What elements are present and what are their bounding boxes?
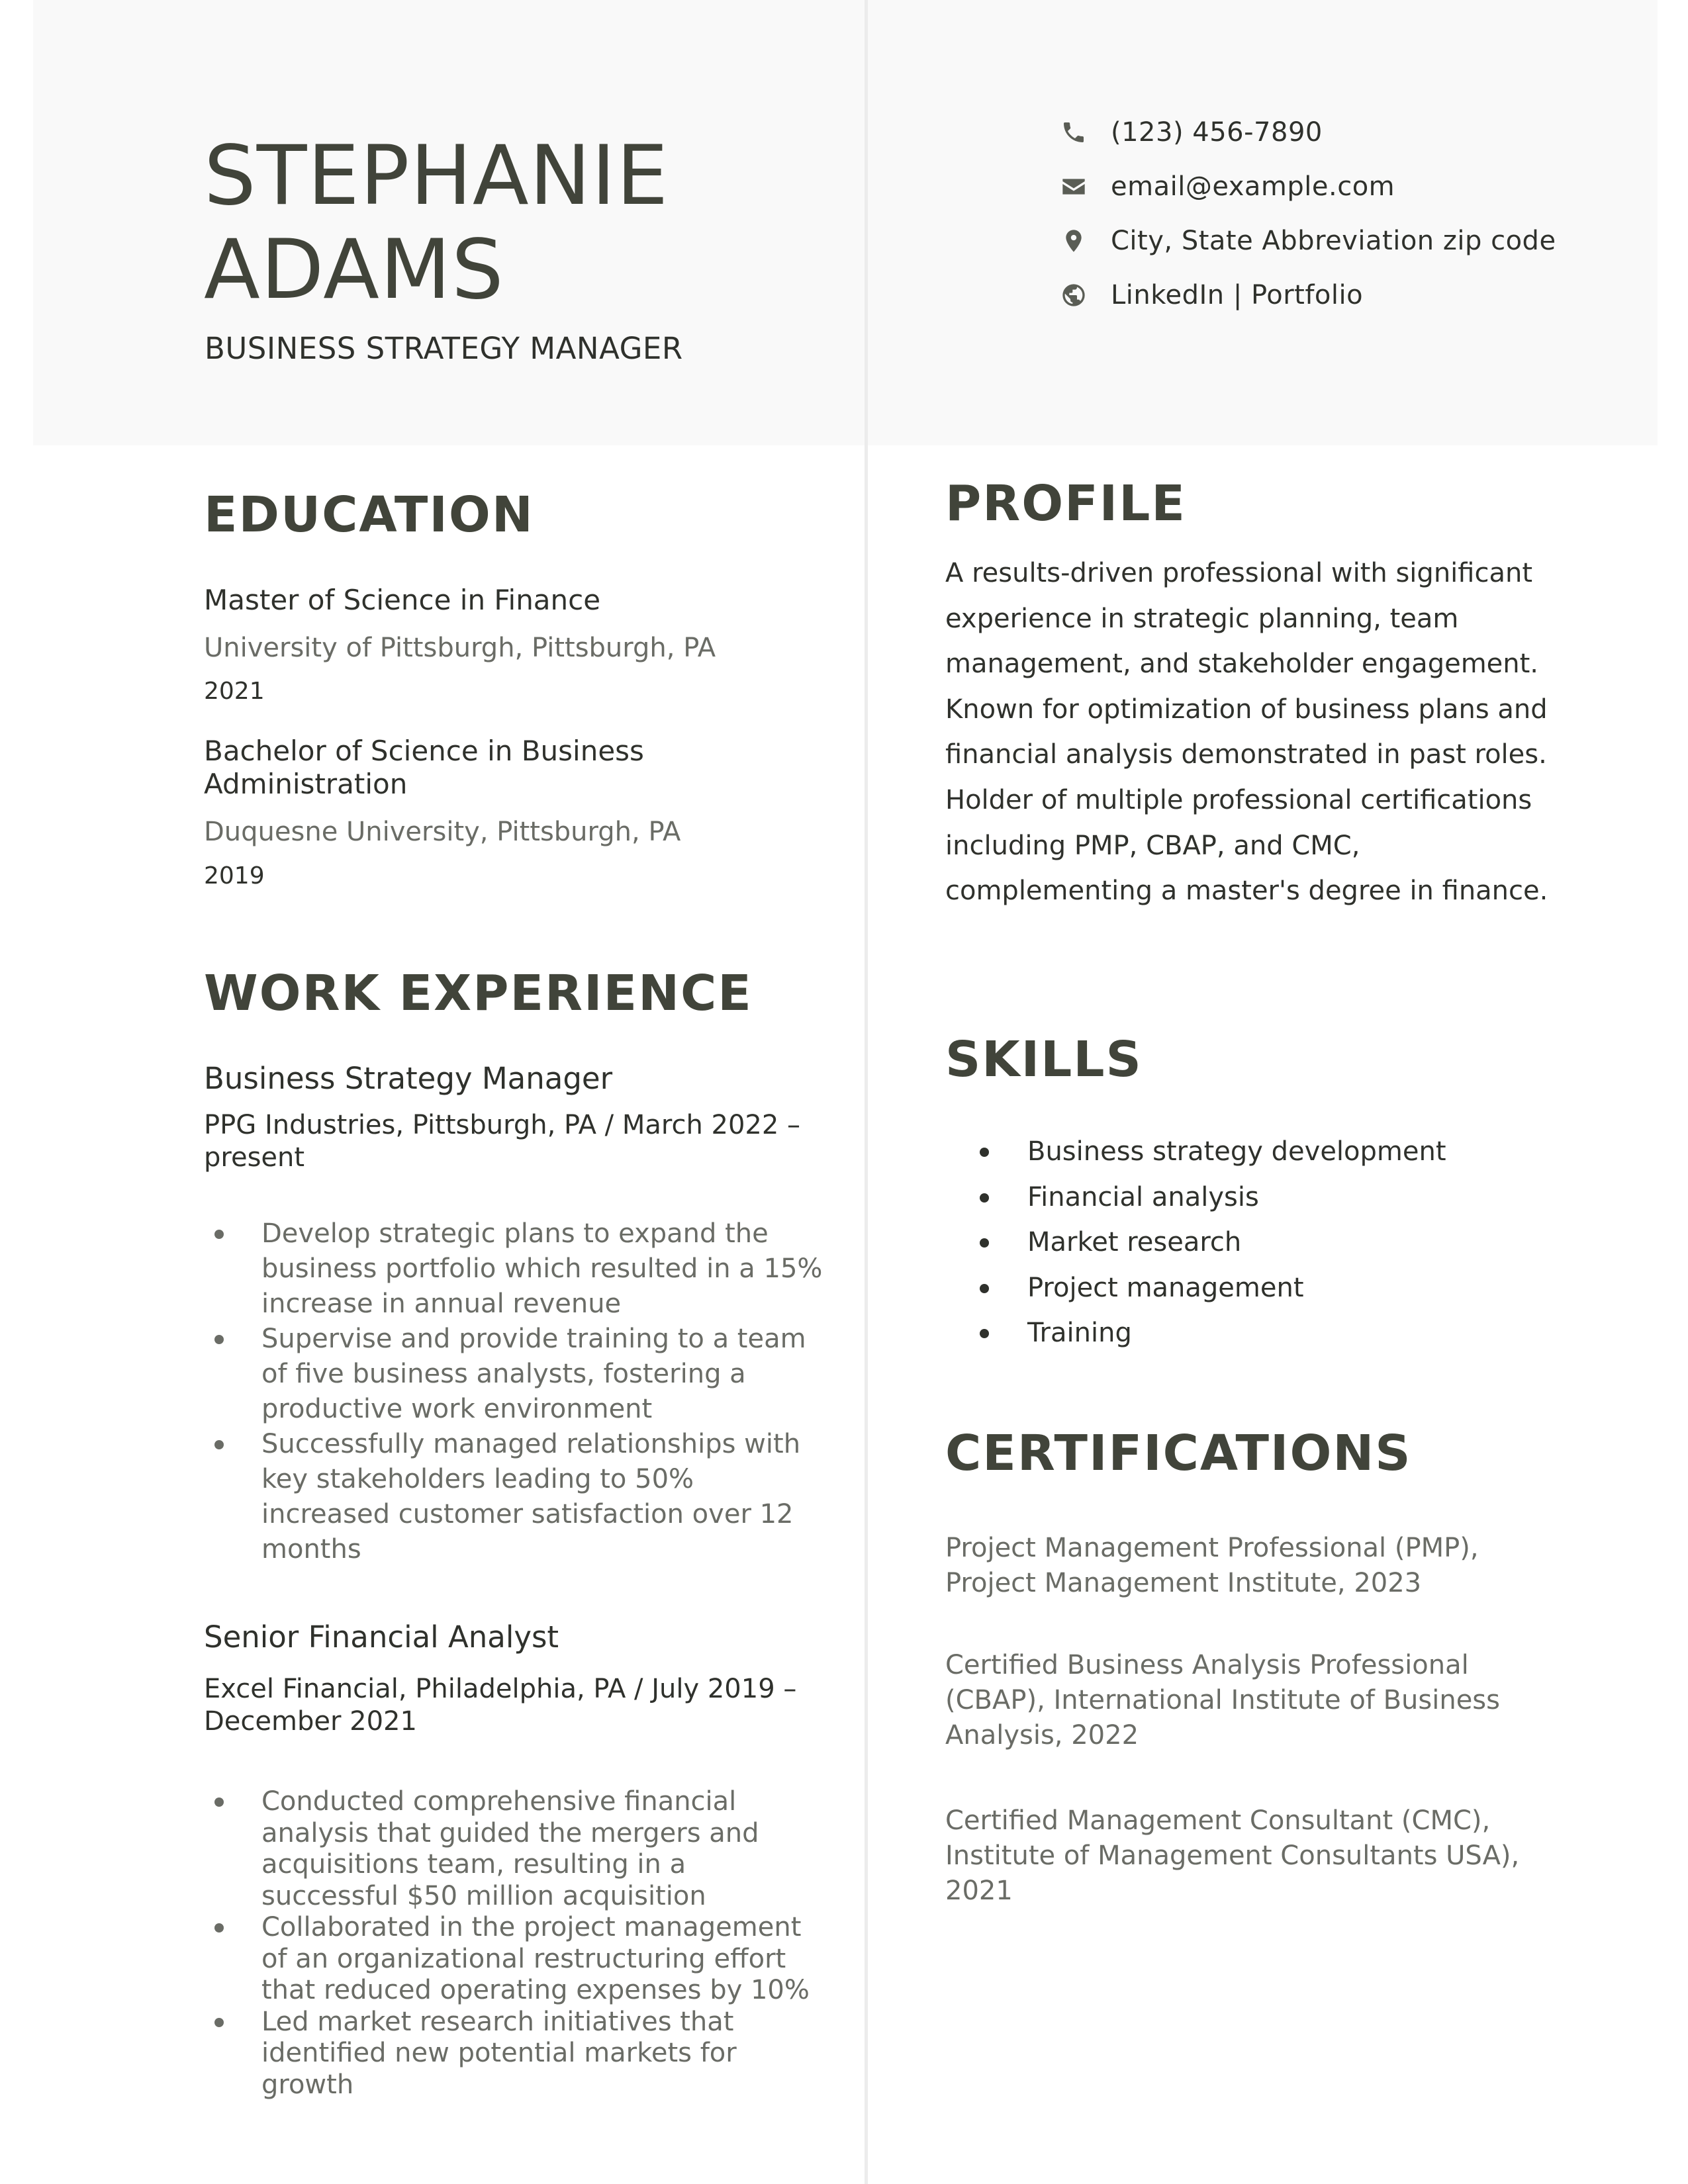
list-item: Business strategy development [945, 1129, 1446, 1175]
list-item: Project management [945, 1265, 1446, 1311]
degree-2: Bachelor of Science in Business Administration [204, 735, 644, 800]
list-item: Supervise and provide training to a team of five business analysts, fostering a productive work environment [204, 1322, 826, 1427]
certification-2: Certified Business Analysis Professional (CBAP), International Institute of Business Analysis, 2022 [945, 1650, 1500, 1751]
contact-links[interactable] [1059, 275, 1363, 315]
list-item: Financial analysis [945, 1175, 1446, 1220]
profile-heading: PROFILE [945, 475, 1186, 532]
contact-location [1059, 221, 1556, 261]
job-title: BUSINESS STRATEGY MANAGER [205, 331, 683, 366]
column-divider [865, 0, 868, 2184]
job-1-bullets [204, 1216, 826, 1567]
skills-heading: SKILLS [945, 1031, 1143, 1088]
certification-3: Certified Management Consultant (CMC), Institute of Management Consultants USA), 2021 [945, 1805, 1520, 1906]
certification-1: Project Management Professional (PMP), Project Management Institute, 2023 [945, 1533, 1479, 1598]
phone-number: (123) 456-7890 [1111, 117, 1323, 148]
name-last: ADAMS [204, 222, 504, 318]
job-2-role: Senior Financial Analyst [204, 1619, 559, 1655]
school-2: Duquesne University, Pittsburgh, PA [204, 817, 681, 847]
profile-summary: A results-driven professional with significant experience in strategic planning, team management, and stakeholder engagement. Known for optimization of business plans and financial analysis demonstrated in past roles. Holder of multiple professional certifications including PMP, CBAP, and CMC, complementing a master's degree in finance. [945, 558, 1548, 907]
work-experience-heading: WORK EXPERIENCE [204, 965, 753, 1022]
job-1-role: Business Strategy Manager [204, 1061, 613, 1096]
globe-icon [1059, 281, 1088, 310]
list-item: Training [945, 1310, 1446, 1356]
contact-phone[interactable] [1059, 113, 1323, 152]
year-2: 2019 [204, 862, 265, 889]
location-pin-icon [1059, 226, 1088, 255]
list-item: Led market research initiatives that identified new potential markets for growth [204, 2007, 813, 2101]
list-item: Develop strategic plans to expand the business portfolio which resulted in a 15% increase in annual revenue [204, 1216, 826, 1322]
list-item: Conducted comprehensive financial analysis that guided the mergers and acquisitions team, resulting in a successful $50 million acquisition [204, 1786, 813, 1912]
location-text: City, State Abbreviation zip code [1111, 226, 1556, 256]
list-item: Collaborated in the project management of an organizational restructuring effort that reduced operating expenses by 10% [204, 1912, 813, 2007]
certifications-heading: CERTIFICATIONS [945, 1425, 1412, 1482]
school-1: University of Pittsburgh, Pittsburgh, PA [204, 633, 716, 663]
phone-icon [1059, 118, 1088, 147]
year-1: 2021 [204, 678, 265, 705]
links-text: LinkedIn | Portfolio [1111, 280, 1364, 310]
list-item: Market research [945, 1220, 1446, 1265]
envelope-icon [1059, 172, 1088, 201]
job-2-company: Excel Financial, Philadelphia, PA / July 2019 – December 2021 [204, 1674, 797, 1737]
job-2-bullets [204, 1786, 813, 2101]
job-1-company: PPG Industries, Pittsburgh, PA / March 2022 – present [204, 1110, 801, 1173]
degree-1: Master of Science in Finance [204, 584, 601, 616]
list-item: Successfully managed relationships with key stakeholders leading to 50% increased customer satisfaction over 12 months [204, 1427, 826, 1567]
contact-email[interactable] [1059, 167, 1395, 206]
education-heading: EDUCATION [204, 486, 534, 543]
email-address: email@example.com [1111, 171, 1395, 202]
name-first: STEPHANIE [204, 128, 669, 224]
skills-list [945, 1129, 1446, 1356]
candidate-name [204, 129, 866, 317]
